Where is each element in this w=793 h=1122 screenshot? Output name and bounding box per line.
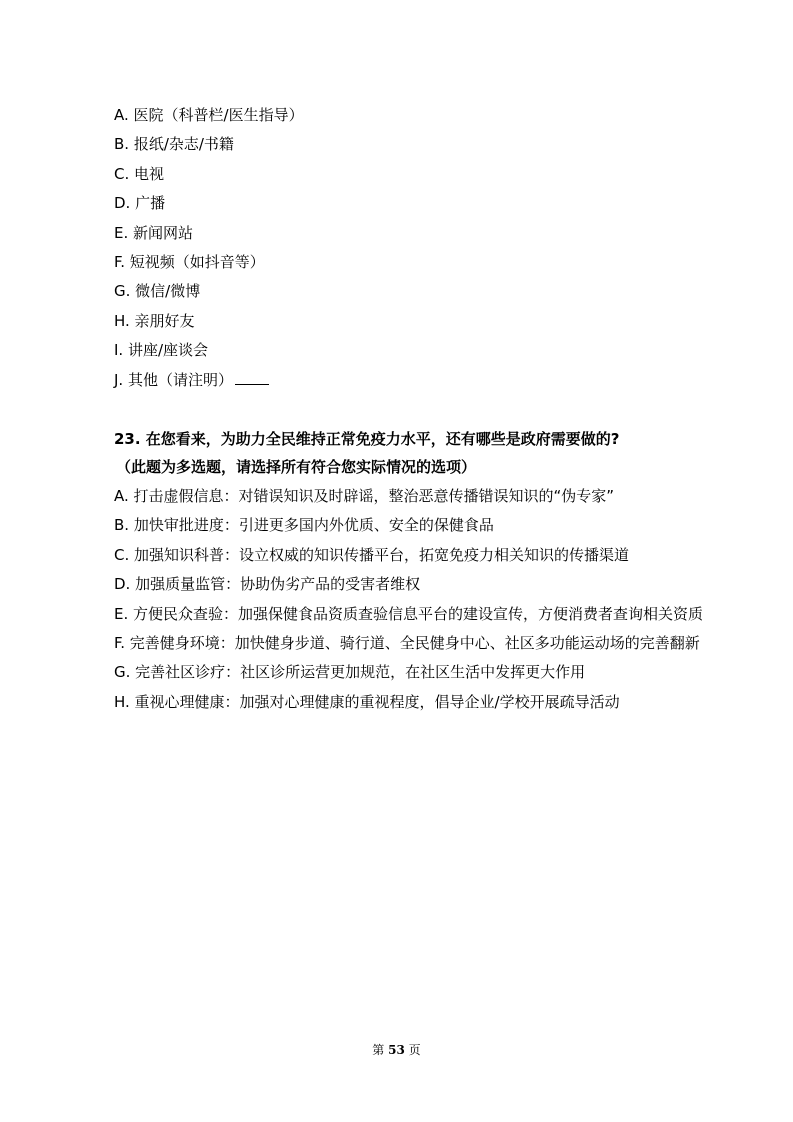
q23-option-g: G. 完善社区诊疗：社区诊所运营更加规范，在社区生活中发挥更大作用 [114,663,586,682]
option-d: D. 广播 [114,194,166,213]
q23-option-c: C. 加强知识科普：设立权威的知识传播平台，拓宽免疫力相关知识的传播渠道 [114,545,630,564]
page-number: 53 [388,1043,405,1057]
option-j: J. 其他（请注明） [114,370,233,389]
option-a: A. 医院（科普栏/医生指导） [114,106,304,124]
q23-option-e: E. 方便民众查验：加强保健食品资质查验信息平台的建设宣传，方便消费者查询相关资质 [114,604,704,623]
footer-suffix: 页 [408,1043,421,1057]
option-b: B. 报纸/杂志/书籍 [114,135,234,154]
question-title: 23. 在您看来，为助力全民维持正常免疫力水平，还有哪些是政府需要做的? [114,430,620,448]
fill-in-blank [235,370,269,385]
q23-option-f: F. 完善健身环境：加快健身步道、骑行道、全民健身中心、社区多功能运动场的完善翻新 [114,634,700,653]
option-g: G. 微信/微博 [114,282,201,301]
page-footer [0,1041,793,1058]
option-h: H. 亲朋好友 [114,311,195,330]
option-i: I. 讲座/座谈会 [114,341,209,360]
q23-option-d: D. 加强质量监管：协助伪劣产品的受害者维权 [114,575,421,594]
question-note: （此题为多选题，请选择所有符合您实际情况的选项） [116,458,477,476]
question-options [114,482,724,717]
q23-option-h: H. 重视心理健康：加强对心理健康的重视程度，倡导企业/学校开展疏导活动 [114,692,620,711]
q23-option-b: B. 加快审批进度：引进更多国内外优质、安全的保健食品 [114,516,494,535]
option-j-wrapper [114,366,714,395]
option-f: F. 短视频（如抖音等） [114,253,265,272]
question-23 [114,425,724,717]
option-e: E. 新闻网站 [114,223,194,242]
option-c: C. 电视 [114,164,165,183]
footer-prefix: 第 [372,1043,385,1057]
previous-question-options [114,101,714,395]
q23-option-a: A. 打击虚假信息：对错误知识及时辟谣，整治恶意传播错误知识的“伪专家” [114,487,615,505]
